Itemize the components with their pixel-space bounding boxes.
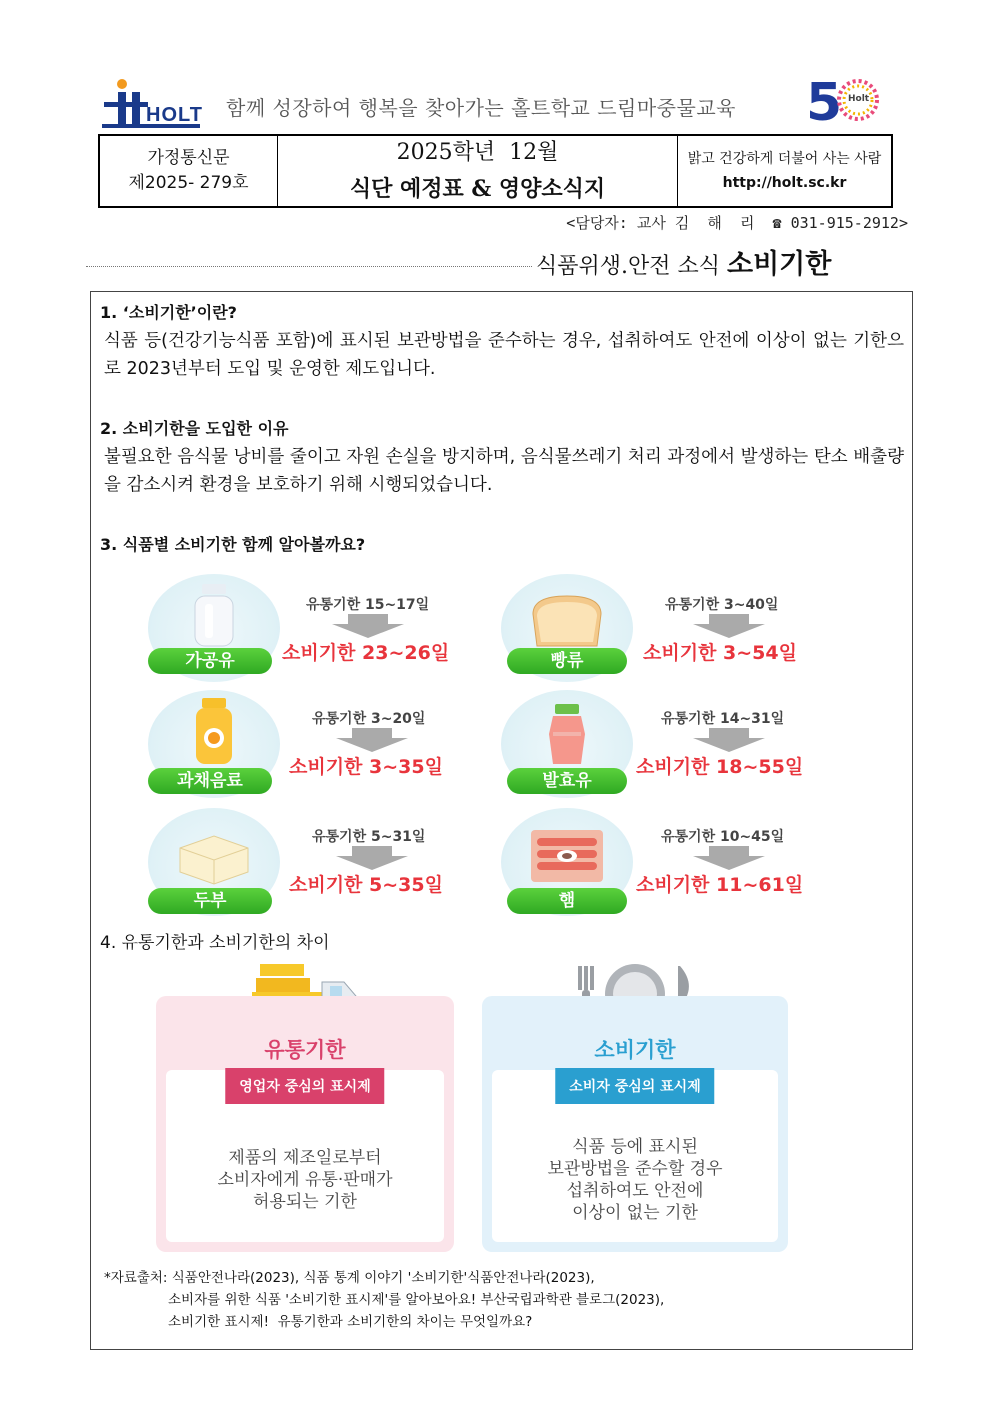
consumption-period: 소비기한 18~55일 bbox=[636, 756, 804, 778]
consumption-panel bbox=[482, 996, 788, 1252]
issue-date: 2025학년 12월 bbox=[396, 140, 559, 165]
sources bbox=[104, 1267, 664, 1333]
consumption-period: 소비기한 3~54일 bbox=[643, 642, 797, 664]
arrow-down-icon bbox=[693, 846, 765, 870]
distribution-period: 유통기한 10~45일 bbox=[661, 829, 785, 845]
newsletter-header-table bbox=[98, 134, 893, 208]
consumption-period: 소비기한 23~26일 bbox=[282, 642, 450, 664]
food-label: 가공유 bbox=[148, 648, 272, 674]
source-line: *자료출처: 식품안전나라(2023), 식품 통계 이야기 '소비기한'식품안전나라(2023), bbox=[104, 1270, 595, 1286]
food-label: 두부 bbox=[148, 888, 272, 914]
contact-info: <담당자: 교사 김 해 리 ☎ 031-915-2912> bbox=[566, 214, 908, 232]
consumption-period: 소비기한 11~61일 bbox=[636, 874, 804, 896]
newsletter-number: 제2025- 279호 bbox=[128, 173, 249, 193]
anniversary-badge bbox=[806, 74, 880, 126]
school-url[interactable]: http://holt.sc.kr bbox=[722, 175, 847, 191]
distribution-period: 유통기한 5~31일 bbox=[312, 829, 426, 845]
section-1-heading: 1. ‘소비기한’이란? bbox=[100, 303, 237, 322]
distribution-line: 허용되는 기한 bbox=[253, 1192, 357, 1212]
topic-prefix: 식품위생.안전 소식 bbox=[536, 254, 727, 279]
anniversary-badge-text: Holt bbox=[848, 94, 870, 104]
dotted-divider bbox=[86, 266, 532, 267]
topic-main: 소비기한 bbox=[727, 249, 832, 280]
food-card bbox=[497, 574, 837, 674]
food-label: 햄 bbox=[507, 888, 627, 914]
distribution-period: 유통기한 3~20일 bbox=[312, 711, 426, 727]
logo-text: HOLT bbox=[146, 104, 203, 126]
consumption-line: 식품 등에 표시된 bbox=[572, 1137, 698, 1157]
section-2-heading: 2. 소비기한을 도입한 이유 bbox=[100, 419, 289, 438]
consumption-period: 소비기한 5~35일 bbox=[289, 874, 443, 896]
arrow-down-icon bbox=[336, 846, 408, 870]
newsletter-id-cell bbox=[100, 136, 278, 206]
school-slogan: 함께 성장하여 행복을 찾아가는 홀트학교 드림마중물교육 bbox=[226, 96, 736, 120]
distribution-tag: 영업자 중심의 표시제 bbox=[225, 1068, 384, 1104]
food-card bbox=[497, 690, 837, 794]
newsletter-label: 가정통신문 bbox=[147, 148, 230, 168]
school-motto: 밝고 건강하게 더불어 사는 사람 bbox=[687, 151, 882, 167]
newsletter-title-cell bbox=[278, 136, 678, 206]
issue-title: 식단 예정표 & 영양소식지 bbox=[349, 176, 606, 202]
source-line: 소비기한 표시제! 유통기한과 소비기한의 차이는 무엇일까요? bbox=[168, 1314, 533, 1330]
food-card bbox=[144, 808, 484, 914]
distribution-period: 유통기한 3~40일 bbox=[665, 597, 779, 613]
school-logo bbox=[102, 76, 202, 132]
food-label: 발효유 bbox=[507, 768, 627, 794]
arrow-down-icon bbox=[693, 614, 765, 638]
motto-cell bbox=[678, 136, 891, 206]
milk-bottle-icon bbox=[189, 584, 239, 654]
ham-pack-icon bbox=[529, 828, 605, 888]
arrow-down-icon bbox=[336, 728, 408, 752]
food-label: 빵류 bbox=[507, 648, 627, 674]
food-card bbox=[144, 690, 484, 794]
food-card bbox=[497, 808, 837, 914]
svg-text:5: 5 bbox=[806, 74, 843, 126]
consumption-panel-title: 소비기한 bbox=[594, 1038, 676, 1062]
consumption-line: 섭취하여도 안전에 bbox=[566, 1181, 704, 1201]
distribution-line: 제품의 제조일로부터 bbox=[228, 1148, 382, 1168]
section-3-heading: 3. 식품별 소비기한 함께 알아볼까요? bbox=[100, 535, 366, 554]
section-2-text: 불필요한 음식물 낭비를 줄이고 자원 손실을 방지하며, 음식물쓰레기 처리 과정에서 발생하는 탄소 배출량을 감소시켜 환경을 보호하기 위해 시행되었습니다. bbox=[104, 447, 904, 495]
food-label: 과채음료 bbox=[148, 768, 272, 794]
tofu-icon bbox=[174, 830, 254, 890]
section-1-text: 식품 등(건강기능식품 포함)에 표시된 보관방법을 준수하는 경우, 섭취하여도 안전에 이상이 없는 기한으로 2023년부터 도입 및 운영한 제도입니다. bbox=[104, 331, 904, 379]
consumption-period: 소비기한 3~35일 bbox=[289, 756, 443, 778]
arrow-down-icon bbox=[332, 614, 404, 638]
distribution-panel bbox=[156, 996, 454, 1252]
bread-icon bbox=[527, 592, 607, 652]
source-line: 소비자를 위한 식품 '소비기한 표시제'를 알아보아요! 부산국립과학관 블로그(2023), bbox=[168, 1292, 665, 1308]
section-4-heading: 4. 유통기한과 소비기한의 차이 bbox=[100, 933, 330, 953]
consumption-tag: 소비자 중심의 표시제 bbox=[555, 1068, 714, 1104]
consumption-line: 이상이 없는 기한 bbox=[572, 1203, 698, 1223]
distribution-line: 소비자에게 유통·판매가 bbox=[217, 1170, 393, 1190]
arrow-down-icon bbox=[693, 728, 765, 752]
distribution-period: 유통기한 14~31일 bbox=[661, 711, 785, 727]
yogurt-bottle-icon bbox=[545, 704, 589, 770]
distribution-panel-title: 유통기한 bbox=[264, 1038, 346, 1062]
juice-bottle-icon bbox=[192, 698, 236, 770]
topic-heading bbox=[536, 242, 831, 281]
consumption-line: 보관방법을 준수할 경우 bbox=[547, 1159, 723, 1179]
food-card bbox=[144, 574, 484, 674]
distribution-period: 유통기한 15~17일 bbox=[306, 597, 430, 613]
